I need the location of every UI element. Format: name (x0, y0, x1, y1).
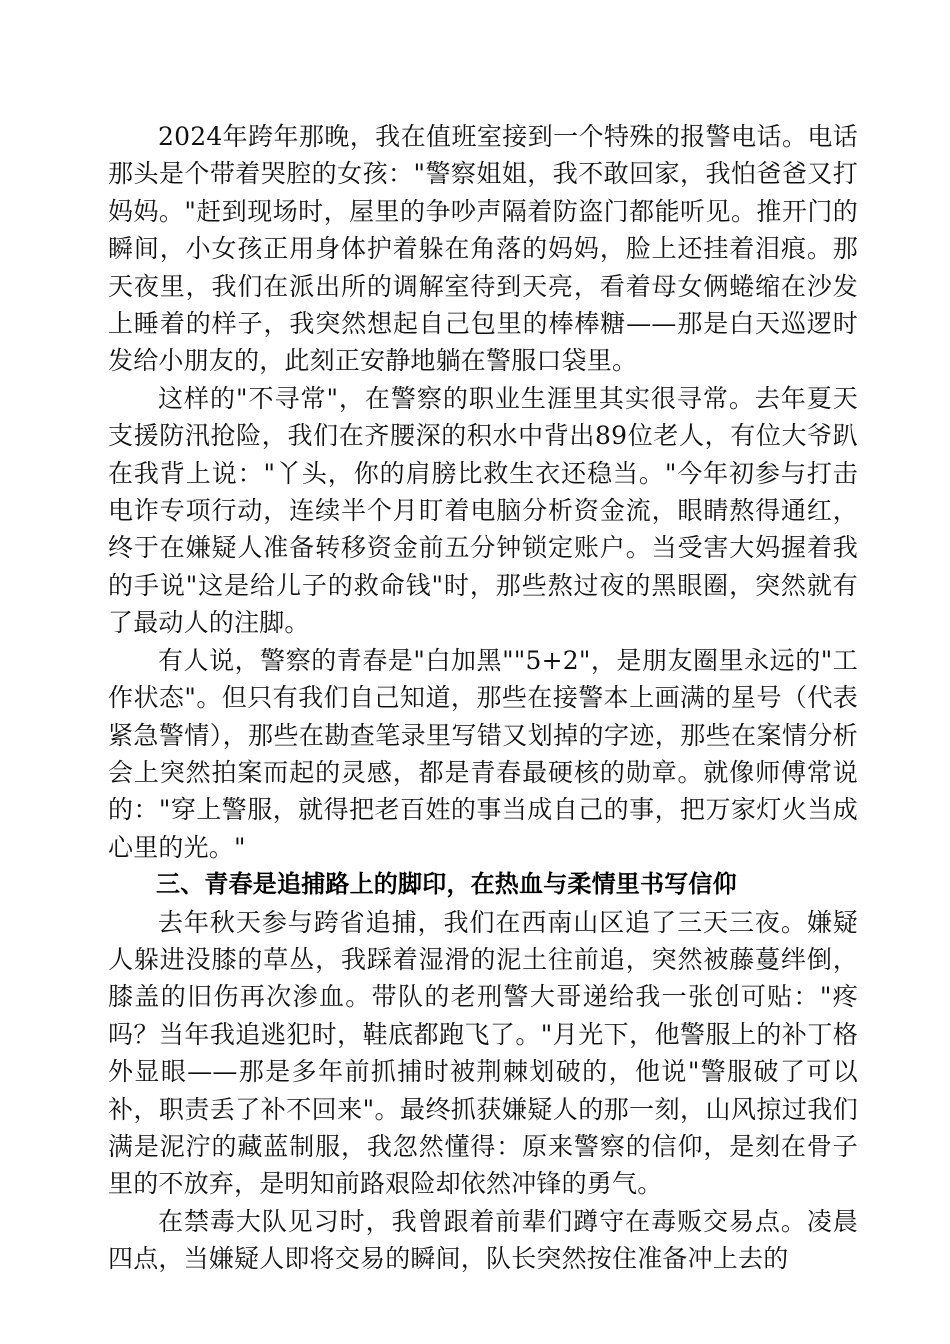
paragraph-anti-drug: 在禁毒大队见习时，我曾跟着前辈们蹲守在毒贩交易点。凌晨四点，当嫌疑人即将交易的瞬间，队长突然按住准备冲上去的 (108, 1206, 858, 1274)
document-body (108, 118, 858, 1278)
paragraph-youth-of-police: 有人说，警察的青春是"白加黑""5+2"，是朋友圈里永远的"工作状态"。但只有我们自己知道，那些在接警本上画满的星号（代表紧急警情），那些在勘查笔录里写错又划掉的字迹，那些在案情分析会上突然拍案而起的灵感，都是青春最硬核的勋章。就像师傅常说的："穿上警服，就得把老百姓的事当成自己的事，把万家灯火当成心里的光。" (108, 645, 858, 862)
paragraph-unusual-routine: 这样的"不寻常"，在警察的职业生涯里其实很寻常。去年夏天支援防汛抢险，我们在齐腰深的积水中背出89位老人，有位大爷趴在我背上说："丫头，你的肩膀比救生衣还稳当。"今年初参与打击电诈专项行动，连续半个月盯着电脑分析资金流，眼睛熬得通红，终于在嫌疑人准备转移资金前五分钟锁定账户。当受害大妈握着我的手说"这是给儿子的救命钱"时，那些熬过夜的黑眼圈，突然就有了最动人的注脚。 (108, 383, 858, 638)
section-heading: 三、青春是追捕路上的脚印，在热血与柔情里书写信仰 (156, 870, 737, 899)
paragraph-pursuit: 去年秋天参与跨省追捕，我们在西南山区追了三天三夜。嫌疑人躲进没膝的草丛，我踩着湿滑的泥土往前追，突然被藤蔓绊倒，膝盖的旧伤再次渗血。带队的老刑警大哥递给我一张创可贴："疼吗？当年我追逃犯时，鞋底都跑飞了。"月光下，他警服上的补丁格外显眼——那是多年前抓捕时被荆棘划破的，他说"警服破了可以补，职责丢了补不回来"。最终抓获嫌疑人的那一刻，山风掠过我们满是泥泞的藏蓝制服，我忽然懂得：原来警察的信仰，是刻在骨子里的不放弃，是明知前路艰险却依然冲锋的勇气。 (108, 907, 858, 1199)
paragraph-new-year-call: 2024年跨年那晚，我在值班室接到一个特殊的报警电话。电话那头是个带着哭腔的女孩："警察姐姐，我不敢回家，我怕爸爸又打妈妈。"赶到现场时，屋里的争吵声隔着防盗门都能听见。推开门的瞬间，小女孩正用身体护着躲在角落的妈妈，脸上还挂着泪痕。那天夜里，我们在派出所的调解室待到天亮，看着母女俩蜷缩在沙发上睡着的样子，我突然想起自己包里的棒棒糖——那是白天巡逻时发给小朋友的，此刻正安静地躺在警服口袋里。 (108, 122, 858, 376)
